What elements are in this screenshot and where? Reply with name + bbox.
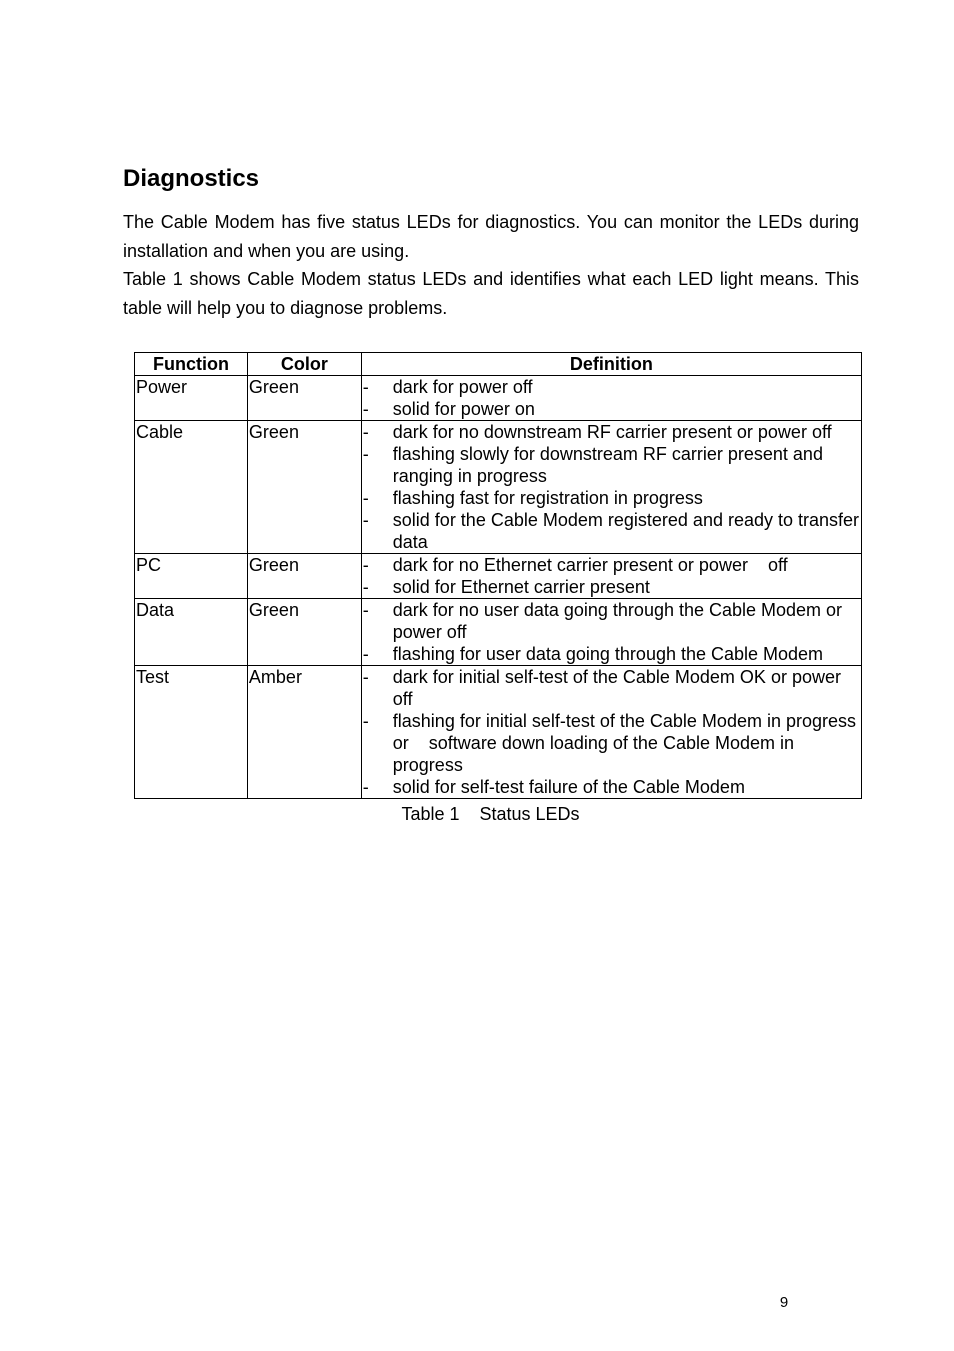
- definition-list: [363, 554, 861, 598]
- cell-definition: [361, 666, 861, 799]
- cell-definition: [361, 599, 861, 666]
- cell-definition: [361, 554, 861, 599]
- definition-text: dark for no user data going through the Cable Modem or power off: [392, 600, 848, 642]
- intro-text: [123, 208, 859, 322]
- cell-color: Green: [247, 421, 361, 554]
- definition-list: [363, 599, 861, 665]
- cell-definition: [361, 376, 861, 421]
- section-title: Diagnostics: [123, 165, 260, 192]
- header-definition: Definition: [361, 353, 861, 376]
- header-function: Function: [135, 353, 248, 376]
- definition-text: solid for Ethernet carrier present: [392, 577, 650, 597]
- bullet-dash: -: [362, 444, 369, 464]
- bullet-dash: -: [362, 488, 369, 508]
- list-item: [363, 599, 861, 643]
- cell-function: Cable: [135, 421, 248, 554]
- bullet-dash: -: [362, 399, 369, 419]
- list-item: [363, 421, 861, 443]
- list-item: [362, 509, 865, 553]
- cell-color: Green: [247, 554, 361, 599]
- list-item: [363, 776, 861, 798]
- list-item: [363, 710, 861, 776]
- definition-text: dark for no Ethernet carrier present or power off: [392, 555, 788, 575]
- table-row: [135, 376, 862, 421]
- cell-function: Power: [135, 376, 248, 421]
- definition-text: dark for initial self-test of the Cable Modem OK or power off: [392, 667, 846, 709]
- cell-color: Amber: [247, 666, 361, 799]
- bullet-dash: -: [362, 422, 369, 442]
- cell-definition: [361, 421, 865, 554]
- list-item: [363, 487, 861, 509]
- list-item: [363, 666, 861, 710]
- definition-text: flashing slowly for downstream RF carrier present and ranging in progress: [392, 444, 828, 486]
- definition-list: [363, 666, 861, 798]
- definition-text: solid for the Cable Modem registered and ready to transfer data: [392, 510, 865, 552]
- list-item: [363, 443, 861, 487]
- header-color: Color: [247, 353, 361, 376]
- intro-paragraph-1: The Cable Modem has five status LEDs for diagnostics. You can monitor the LEDs during installation and when you are using.: [123, 212, 859, 261]
- definition-text: dark for power off: [392, 377, 533, 397]
- table-row: [135, 554, 862, 599]
- definition-text: solid for power on: [392, 399, 535, 419]
- table-row: [135, 666, 862, 799]
- definition-text: flashing for user data going through the Cable Modem: [392, 644, 824, 664]
- page-number: 9: [779, 1294, 789, 1311]
- list-item: [363, 398, 861, 420]
- table-row: [135, 421, 862, 554]
- definition-text: solid for self-test failure of the Cable Modem: [392, 777, 745, 797]
- bullet-dash: -: [362, 555, 369, 575]
- list-item: [363, 576, 861, 598]
- table-header-row: [135, 353, 862, 376]
- bullet-dash: -: [362, 577, 369, 597]
- list-item: [363, 376, 861, 398]
- definition-text: flashing for initial self-test of the Cable Modem in progress or software down loading of the Cable Modem in progress: [392, 711, 862, 775]
- bullet-dash: -: [362, 711, 369, 731]
- table-caption: Table 1 Status LEDs: [401, 804, 580, 824]
- definition-list: [362, 421, 865, 553]
- cell-function: PC: [135, 554, 248, 599]
- bullet-dash: -: [362, 377, 369, 397]
- cell-color: Green: [247, 376, 361, 421]
- bullet-dash: -: [362, 510, 369, 530]
- bullet-dash: -: [362, 777, 369, 797]
- list-item: [363, 554, 861, 576]
- table-body: [135, 376, 865, 799]
- intro-paragraph-2: Table 1 shows Cable Modem status LEDs and identifies what each LED light means. This table will help you to diagnose problems.: [123, 269, 859, 318]
- cell-color: Green: [247, 599, 361, 666]
- status-led-table: [134, 352, 865, 799]
- definition-list: [363, 376, 861, 420]
- cell-function: Test: [135, 666, 248, 799]
- definition-text: dark for no downstream RF carrier present or power off: [392, 422, 832, 442]
- cell-function: Data: [135, 599, 248, 666]
- table-row: [135, 599, 862, 666]
- list-item: [363, 643, 861, 665]
- definition-text: flashing fast for registration in progress: [392, 488, 703, 508]
- bullet-dash: -: [362, 644, 369, 664]
- bullet-dash: -: [362, 667, 369, 687]
- bullet-dash: -: [362, 600, 369, 620]
